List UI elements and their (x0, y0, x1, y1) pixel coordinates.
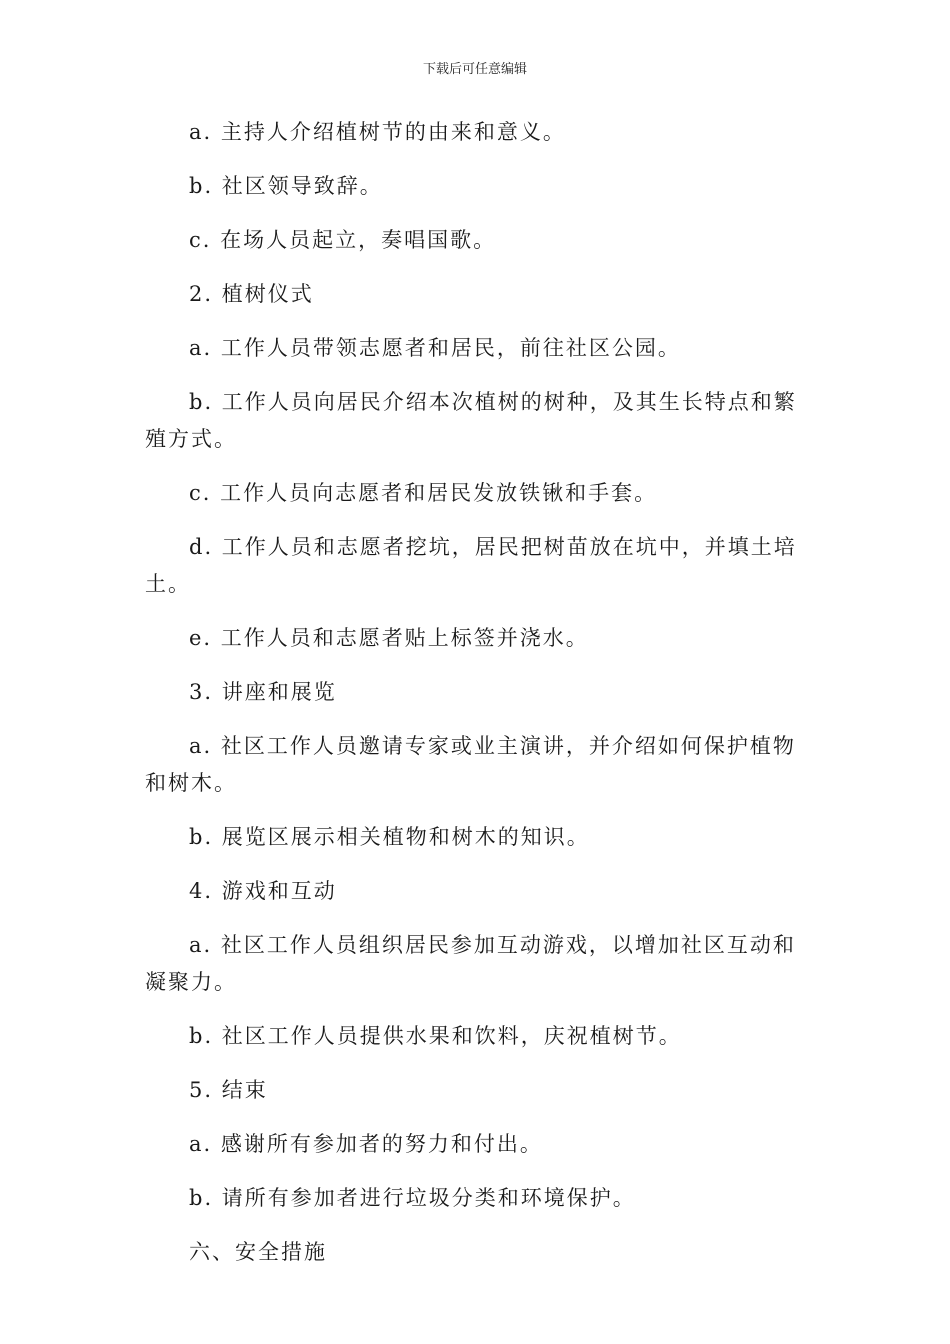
paragraph: a. 工作人员带领志愿者和居民，前往社区公园。 (189, 336, 681, 360)
section-heading: 4. 游戏和互动 (189, 879, 337, 903)
chapter-heading: 六、安全措施 (189, 1240, 327, 1264)
page-header: 下载后可任意编辑 (422, 62, 527, 77)
paragraph: b. 社区领导致辞。 (189, 174, 383, 198)
section-heading: 2. 植树仪式 (189, 282, 314, 306)
paragraph: e. 工作人员和志愿者贴上标签并浇水。 (189, 626, 589, 650)
section-heading: 3. 讲座和展览 (189, 680, 337, 704)
paragraph: a. 感谢所有参加者的努力和付出。 (189, 1132, 543, 1156)
paragraph: b. 工作人员向居民介绍本次植树的树种，及其生长特点和繁殖方式。 (145, 390, 797, 451)
paragraph: b. 社区工作人员提供水果和饮料，庆祝植树节。 (189, 1024, 682, 1048)
paragraph: a. 主持人介绍植树节的由来和意义。 (189, 120, 566, 144)
paragraph: a. 社区工作人员组织居民参加互动游戏，以增加社区互动和凝聚力。 (145, 933, 796, 994)
paragraph: d. 工作人员和志愿者挖坑，居民把树苗放在坑中，并填土培土。 (145, 535, 797, 596)
paragraph: b. 请所有参加者进行垃圾分类和环境保护。 (189, 1186, 636, 1210)
paragraph: b. 展览区展示相关植物和树木的知识。 (189, 825, 590, 849)
paragraph: c. 工作人员向志愿者和居民发放铁锹和手套。 (189, 481, 658, 505)
paragraph: a. 社区工作人员邀请专家或业主演讲，并介绍如何保护植物和树木。 (145, 734, 796, 795)
section-heading: 5. 结束 (189, 1078, 268, 1102)
paragraph: c. 在场人员起立，奏唱国歌。 (189, 228, 497, 252)
document-body (145, 114, 810, 1288)
